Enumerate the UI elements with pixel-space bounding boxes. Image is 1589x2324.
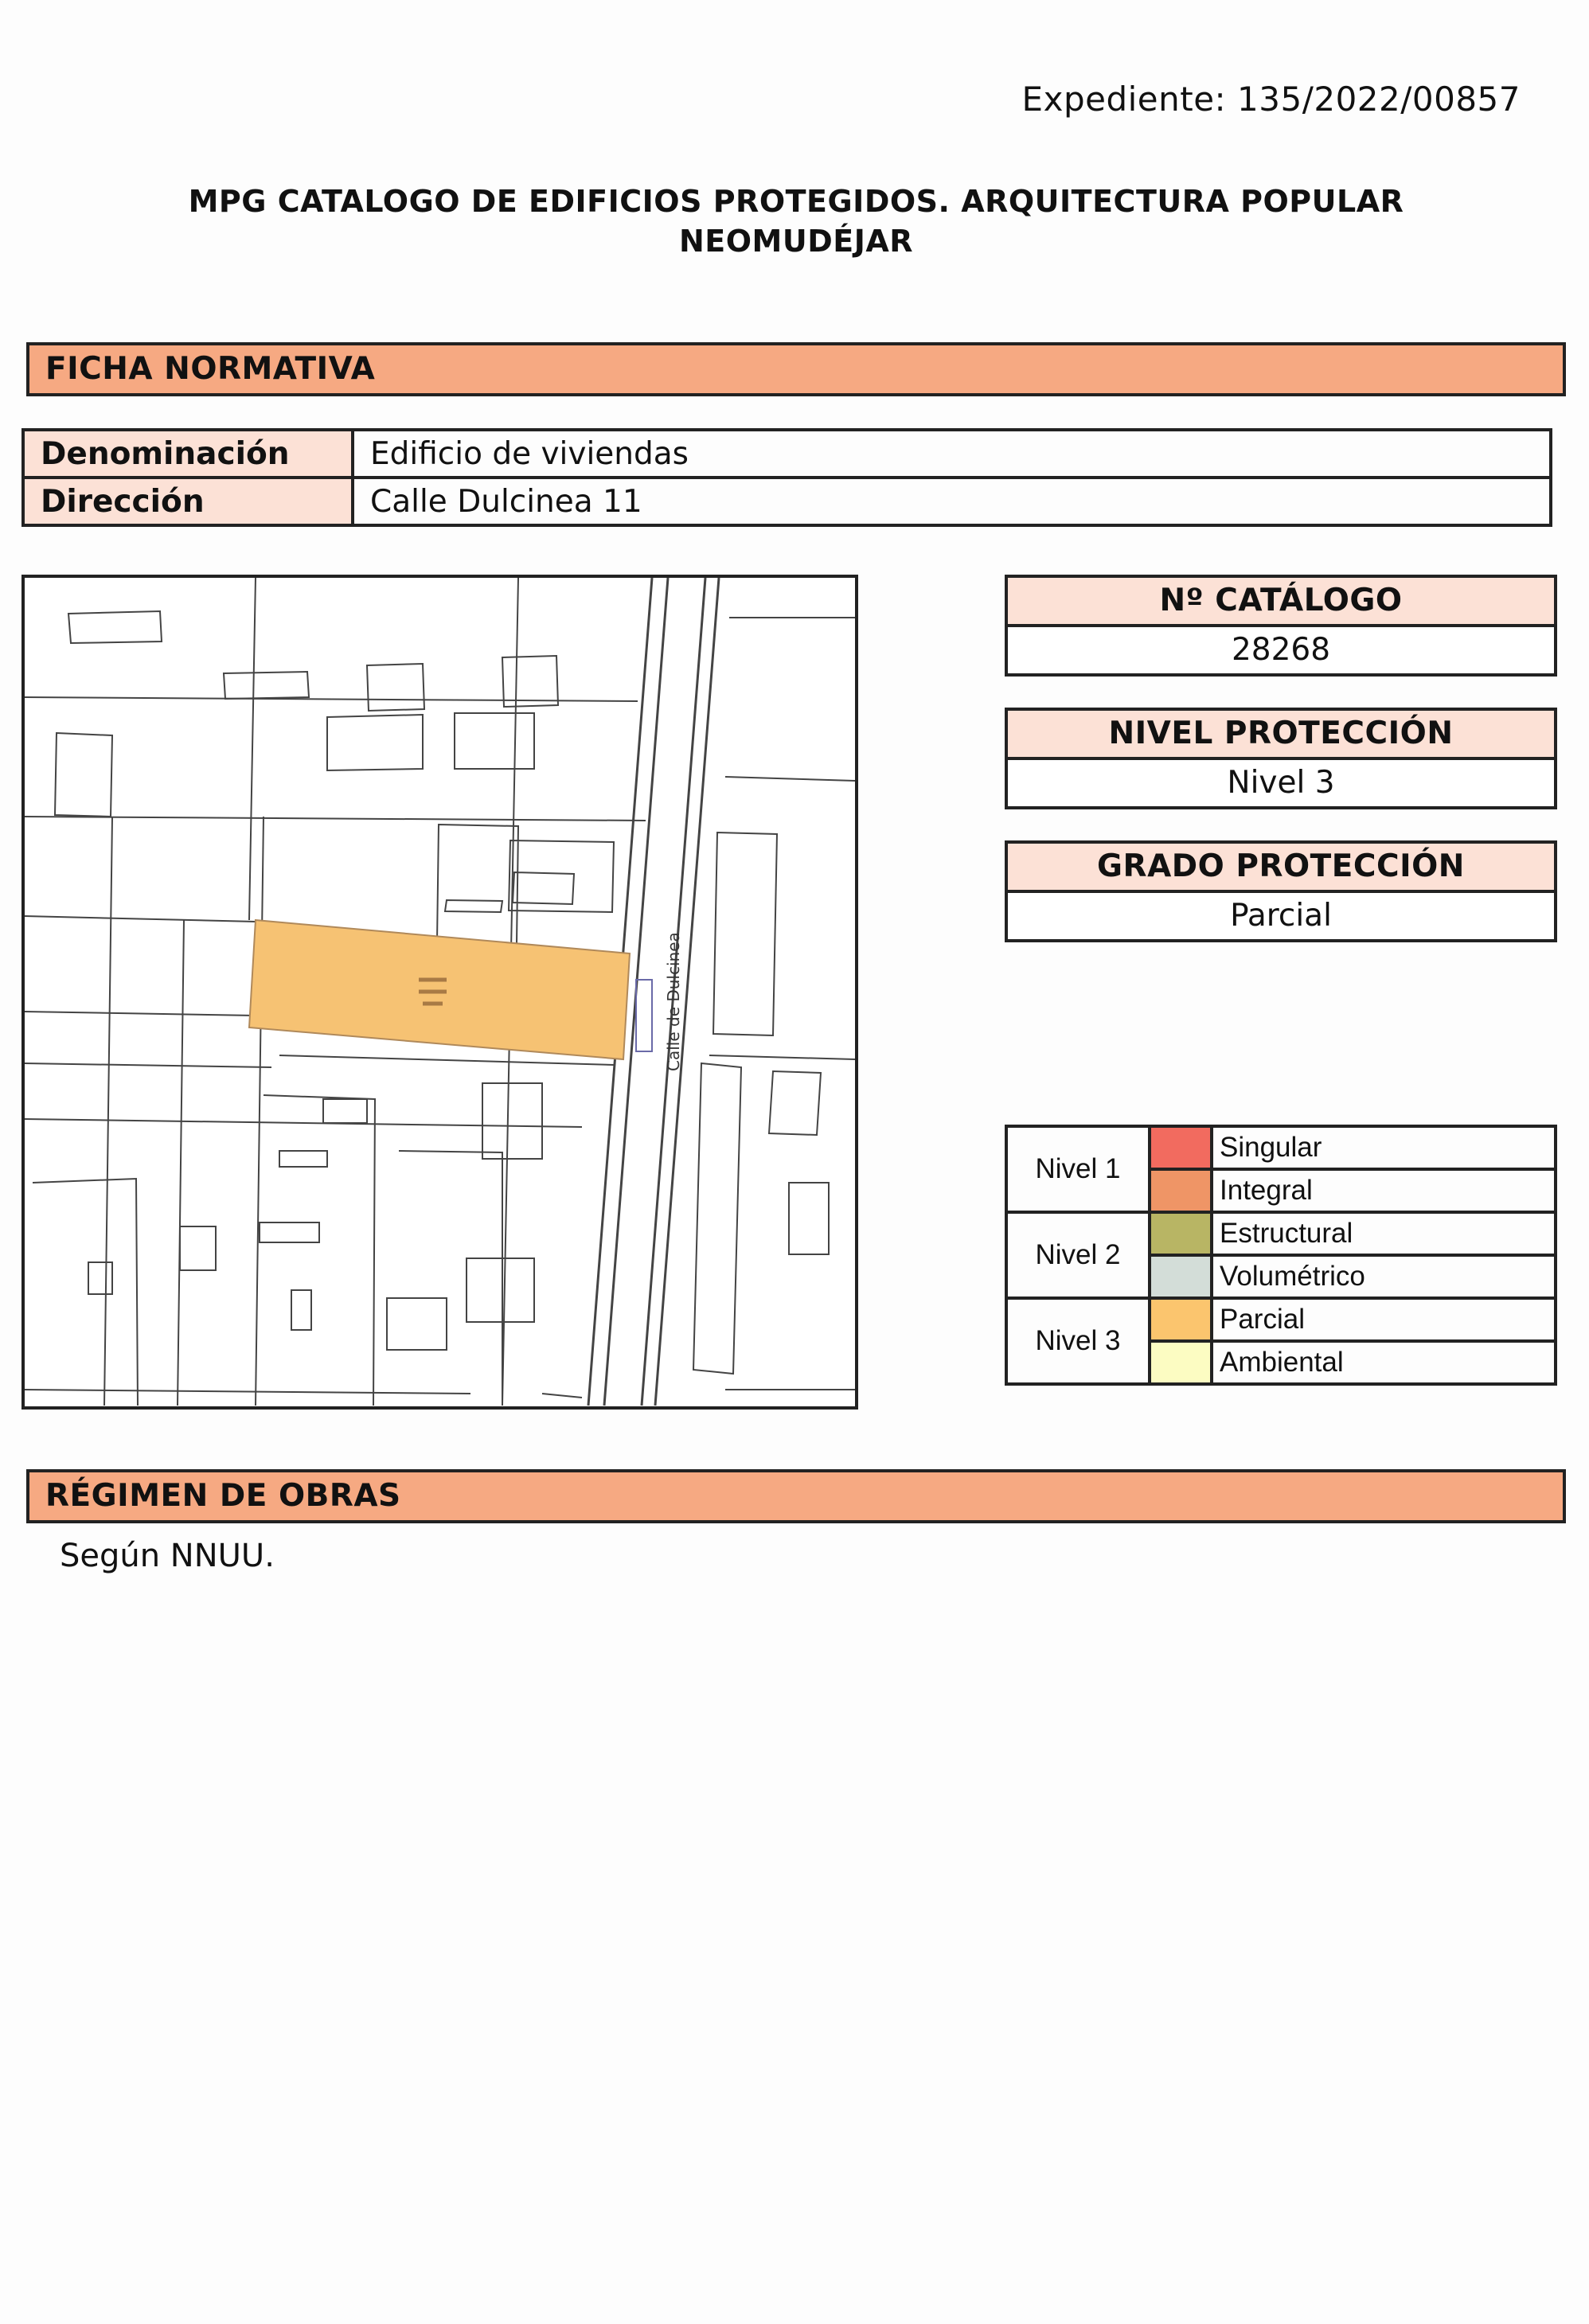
- nivel-proteccion-box: [1005, 708, 1557, 809]
- protection-legend: [1005, 1125, 1557, 1386]
- location-map: [21, 575, 858, 1410]
- legend-row: [1006, 1126, 1556, 1169]
- legend-swatch: [1150, 1341, 1212, 1384]
- info-table: [21, 428, 1552, 527]
- legend-item-ambiental: Ambiental: [1212, 1341, 1556, 1384]
- regimen-obras-text: Según NNUU.: [60, 1538, 275, 1574]
- title-line-1: MPG CATALOGO DE EDIFICIOS PROTEGIDOS. ARQUITECTURA POPULAR: [188, 184, 1404, 219]
- denominacion-value: Edificio de viviendas: [353, 430, 1551, 478]
- legend-item-estructural: Estructural: [1212, 1212, 1556, 1255]
- expediente-number: Expediente: 135/2022/00857: [1021, 80, 1521, 119]
- legend-swatch: [1150, 1126, 1212, 1169]
- nivel-proteccion-label: NIVEL PROTECCIÓN: [1008, 711, 1554, 760]
- legend-item-singular: Singular: [1212, 1126, 1556, 1169]
- catalogo-value: 28268: [1008, 627, 1554, 673]
- catalogo-label: Nº CATÁLOGO: [1008, 578, 1554, 627]
- nivel-proteccion-value: Nivel 3: [1008, 760, 1554, 806]
- legend-row: [1006, 1212, 1556, 1255]
- direccion-row: [23, 478, 1551, 525]
- denominacion-row: [23, 430, 1551, 478]
- map-drawing: [25, 578, 855, 1406]
- legend-level-2: Nivel 2: [1006, 1212, 1150, 1298]
- legend-item-volumetrico: Volumétrico: [1212, 1255, 1556, 1298]
- legend-swatch: [1150, 1212, 1212, 1255]
- legend-level-1: Nivel 1: [1006, 1126, 1150, 1212]
- legend-level-3: Nivel 3: [1006, 1298, 1150, 1384]
- direccion-value: Calle Dulcinea 11: [353, 478, 1551, 525]
- grado-proteccion-label: GRADO PROTECCIÓN: [1008, 844, 1554, 893]
- ficha-normativa-header: FICHA NORMATIVA: [26, 342, 1566, 396]
- title-line-2: NEOMUDÉJAR: [678, 224, 914, 259]
- street-label: Calle de Dulcinea: [664, 932, 683, 1071]
- legend-swatch: [1150, 1255, 1212, 1298]
- legend-item-parcial: Parcial: [1212, 1298, 1556, 1341]
- grado-proteccion-box: [1005, 840, 1557, 942]
- catalogo-box: [1005, 575, 1557, 677]
- direccion-label: Dirección: [23, 478, 353, 525]
- legend-swatch: [1150, 1169, 1212, 1212]
- regimen-obras-header: RÉGIMEN DE OBRAS: [26, 1469, 1566, 1523]
- legend-swatch: [1150, 1298, 1212, 1341]
- grado-proteccion-value: Parcial: [1008, 893, 1554, 939]
- denominacion-label: Denominación: [23, 430, 353, 478]
- legend-row: [1006, 1298, 1556, 1341]
- legend-item-integral: Integral: [1212, 1169, 1556, 1212]
- page-title: [80, 181, 1513, 261]
